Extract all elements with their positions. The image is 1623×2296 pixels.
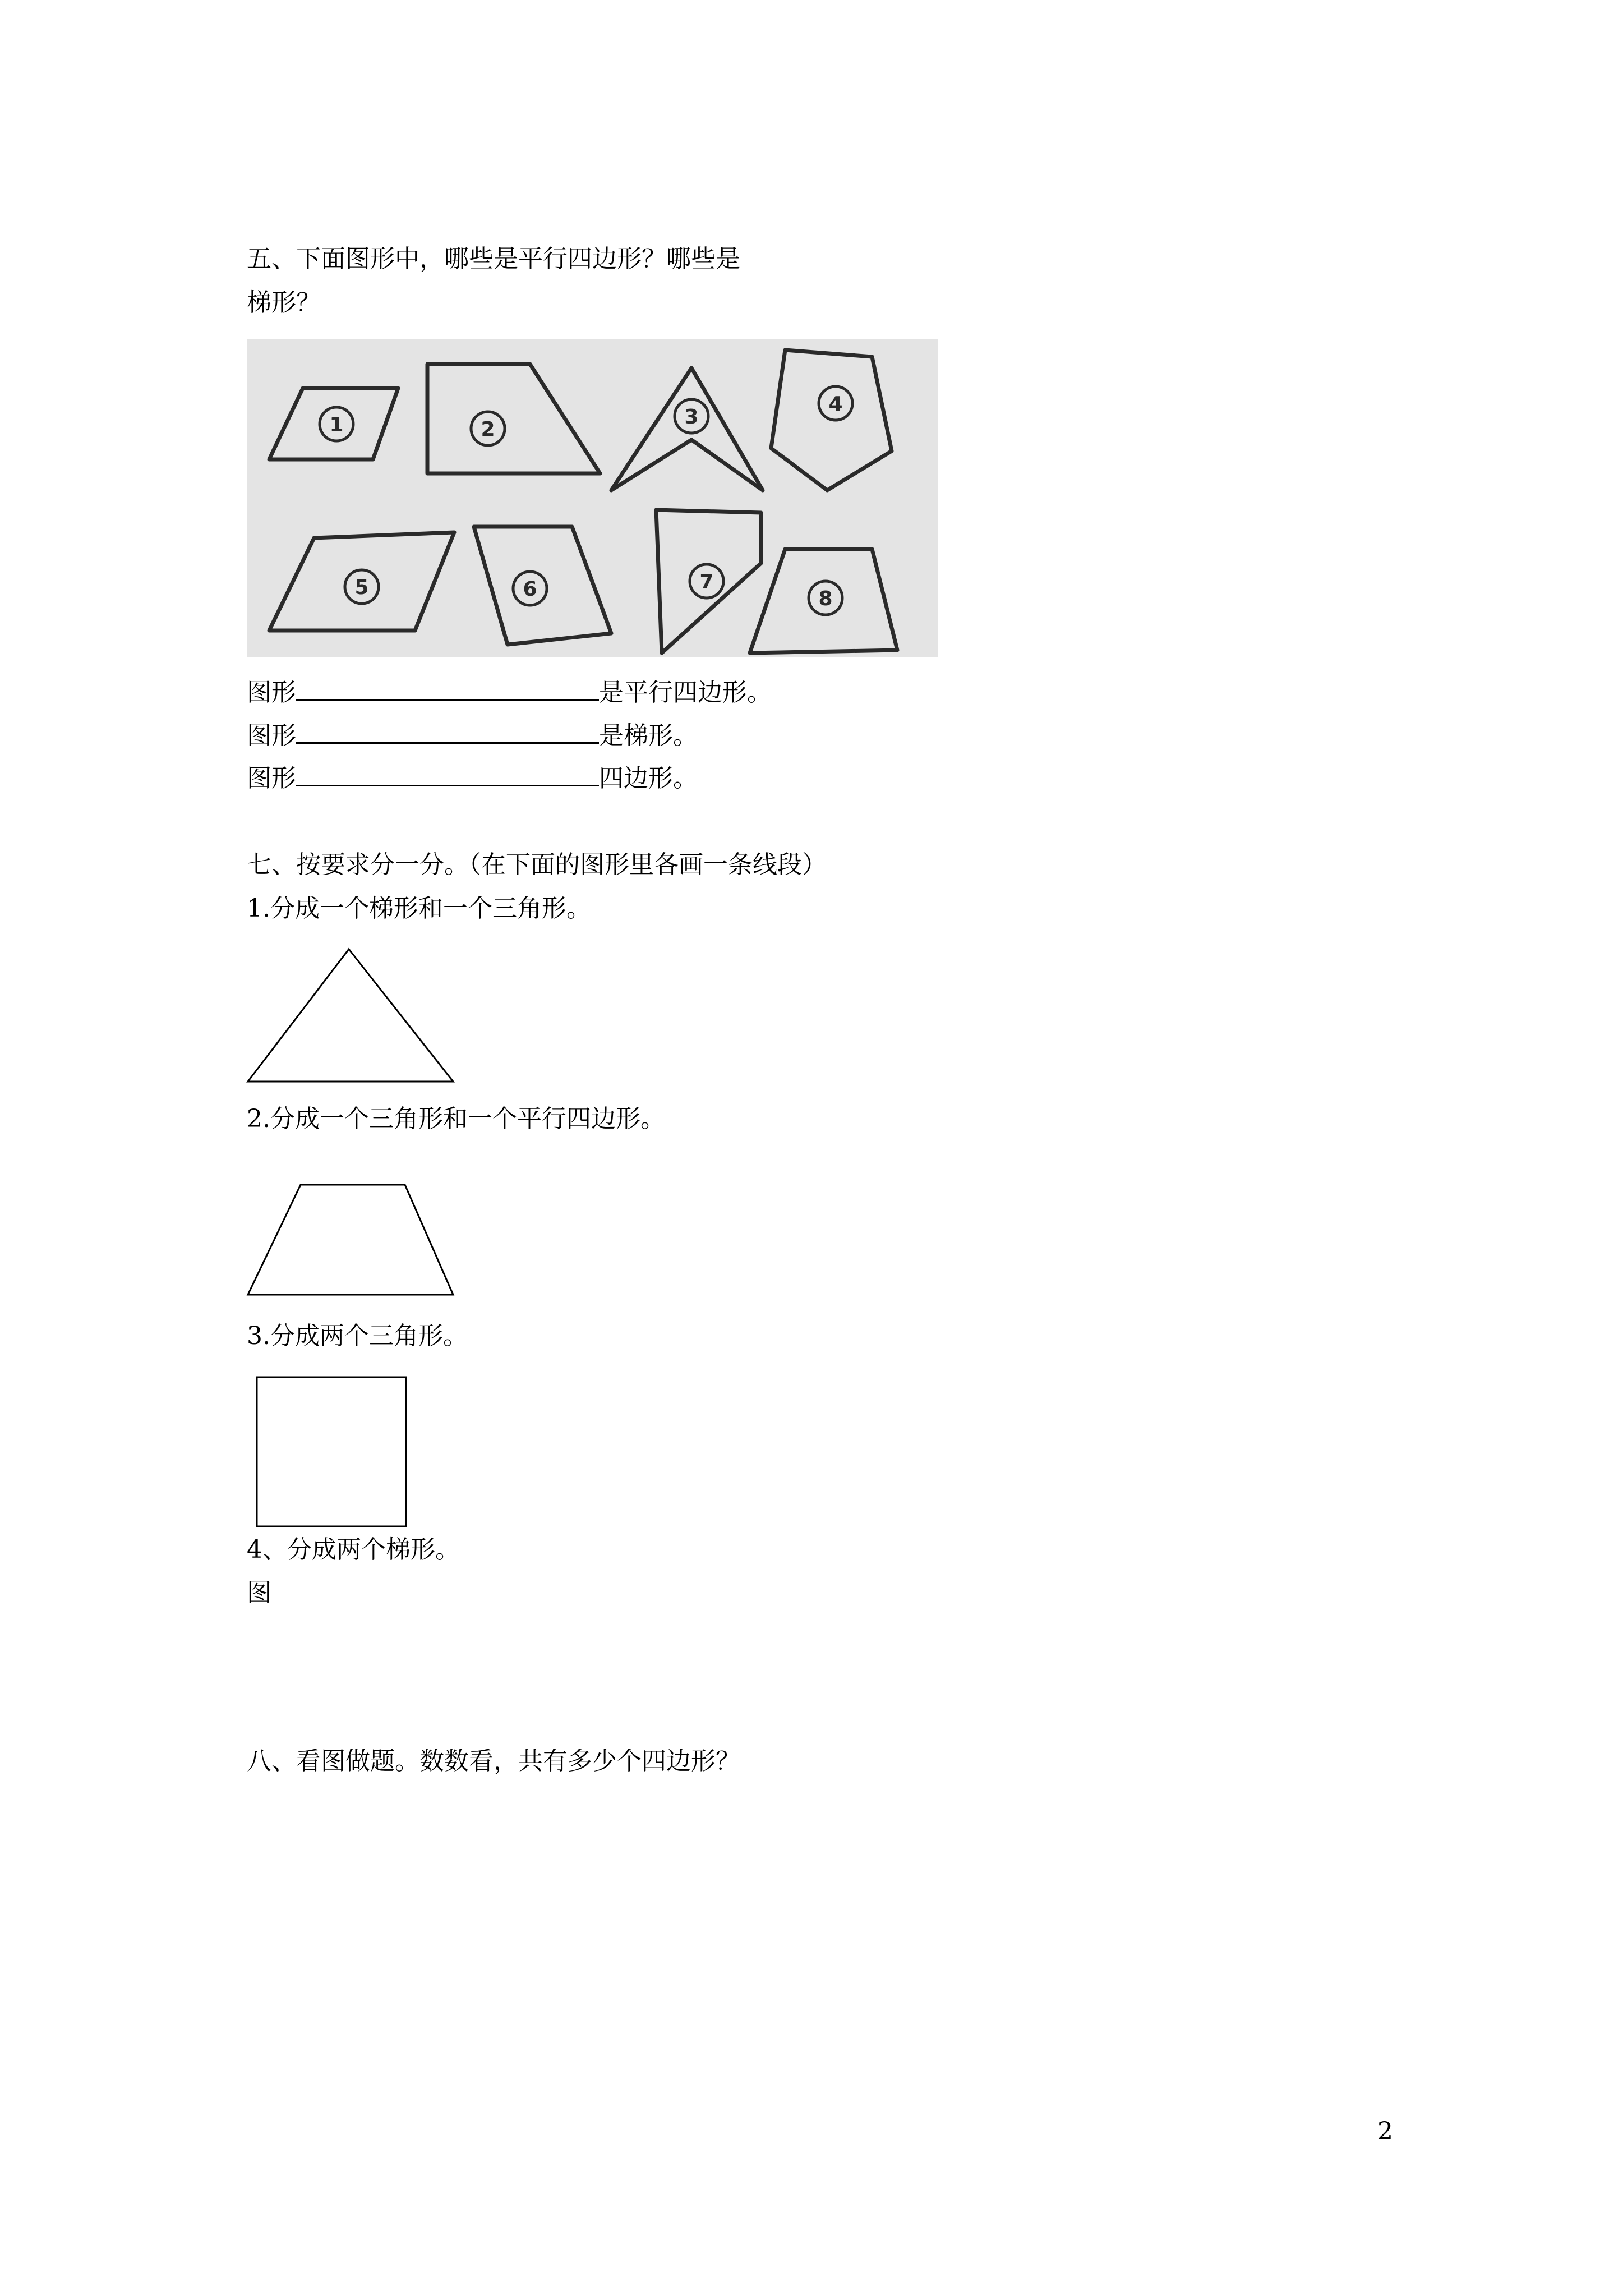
section5-title-line2: 梯形？ <box>247 288 321 317</box>
answer-row-2 <box>247 719 698 753</box>
label-3: 3 <box>684 406 699 429</box>
label-5: 5 <box>354 576 369 599</box>
answer-blank-1[interactable] <box>296 677 599 701</box>
question-2: 2.分成一个三角形和一个平行四边形。 <box>247 1105 665 1133</box>
section5-title-line1: 五、下面图形中，哪些是平行四边形？哪些是 <box>247 245 740 273</box>
question-4: 4、分成两个梯形。 <box>247 1535 460 1564</box>
answer-blank-2[interactable] <box>296 720 599 744</box>
answer-prefix: 图形 <box>247 678 296 707</box>
page-number: 2 <box>1377 2117 1393 2146</box>
shape-3 <box>611 368 763 490</box>
question-3: 3.分成两个三角形。 <box>247 1322 468 1350</box>
shape-6 <box>474 527 611 645</box>
label-4: 4 <box>828 393 843 416</box>
section8-title: 八、看图做题。数数看，共有多少个四边形？ <box>247 1747 740 1775</box>
label-7: 7 <box>699 570 714 593</box>
shape-2 <box>427 364 600 473</box>
label-6: 6 <box>523 578 537 601</box>
shapes-svg <box>247 339 938 657</box>
answer-row-1 <box>247 676 772 710</box>
answer-row-3 <box>247 762 698 795</box>
shapes-figure <box>247 339 938 657</box>
trapezoid-figure[interactable] <box>241 1178 465 1301</box>
answer-suffix: 是平行四边形。 <box>599 678 772 707</box>
question-1: 1.分成一个梯形和一个三角形。 <box>247 894 591 923</box>
label-1: 1 <box>329 413 344 436</box>
answer-prefix: 图形 <box>247 764 296 793</box>
question-4-extra: 图 <box>247 1579 271 1607</box>
answer-suffix: 是梯形。 <box>599 721 698 750</box>
square-figure[interactable] <box>255 1375 412 1533</box>
triangle-figure[interactable] <box>241 942 465 1088</box>
answer-prefix: 图形 <box>247 721 296 750</box>
answer-blank-3[interactable] <box>296 762 599 786</box>
label-8: 8 <box>818 587 833 610</box>
label-2: 2 <box>481 418 495 441</box>
answer-suffix: 四边形。 <box>599 764 698 793</box>
section7-title: 七、按要求分一分。（在下面的图形里各画一条线段） <box>247 850 827 879</box>
